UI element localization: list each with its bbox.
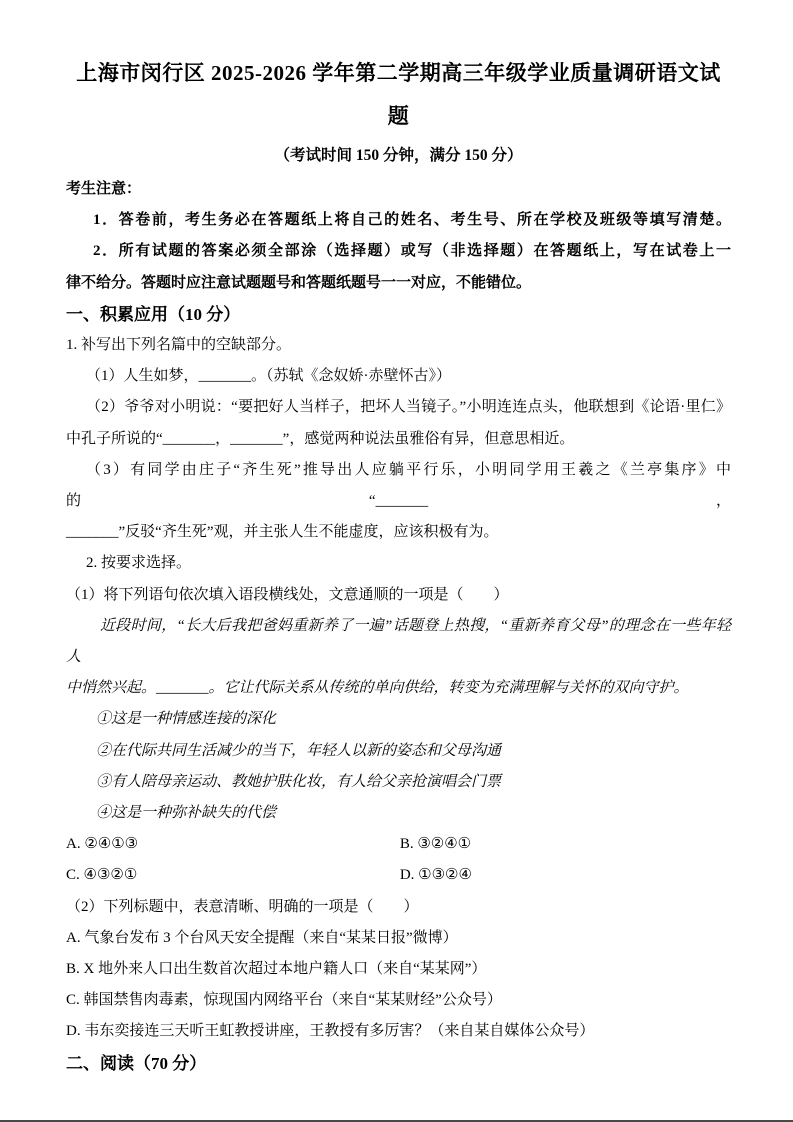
question-2-1-option-d: D. ①③②④ [399,867,472,884]
notice-item-2-line-2: 律不给分。答题时应注意试题题号和答题纸题号一一对应，不能错位。 [66,274,532,291]
question-1-item-1: （1）人生如梦，_______。（苏轼《念奴娇·赤壁怀古》） [86,368,451,385]
question-1-item-2-line-1: （2）爷爷对小明说：“要把好人当样子，把坏人当镜子。”小明连连点头，他联想到《论语·里仁》 [86,399,731,416]
question-1-item-2-line-2: 中孔子所说的“_______，_______”，感觉两种说法虽雅俗有异，但意思相近。 [66,430,575,447]
question-2-1-sentence-2: ②在代际共同生活减少的当下，年轻人以新的姿态和父母沟通 [96,742,502,759]
question-2-1-options-row-2 [66,860,731,891]
question-1-item-3-line-1: （3）有同学由庄子“齐生死”推导出人应躺平行乐，小明同学用王羲之《兰亭集序》中的“_______， [66,461,731,510]
question-2-2-option-b: B. X 地外来人口出生数首次超过本地户籍人口（来自“某某网”） [66,961,487,978]
question-1-stem: 1. 补写出下列名篇中的空缺部分。 [66,337,292,354]
question-2-stem: 2. 按要求选择。 [86,555,192,572]
question-2-1-passage-line-2: 中悄然兴起。_______。它让代际关系从传统的单向供给，转变为充满理解与关怀的双向守护。 [66,680,689,697]
question-2-1-option-a: A. ②④①③ [66,836,139,853]
question-2-1-stem: （1）将下列语句依次填入语段横线处，文意通顺的一项是（ ） [66,586,509,603]
section-2-heading: 二、阅读（70 分） [66,1053,207,1073]
question-2-1-option-c: C. ④③②① [66,867,138,884]
question-2-1-option-b: B. ③②④① [399,836,472,853]
section-1-heading: 一、积累应用（10 分） [66,304,241,324]
notice-heading: 考生注意： [66,181,142,197]
page-title-line-1: 上海市闵行区 2025-2026 学年第二学期高三年级学业质量调研语文试 [76,61,721,85]
question-2-2-option-c: C. 韩国禁售肉毒素，惊现国内网络平台（来自“某某财经”公众号） [66,992,502,1009]
question-2-2-stem: （2）下列标题中，表意清晰、明确的一项是（ ） [66,898,419,915]
notice-item-2-line-1: 2．所有试题的答案必须全部涂（选择题）或写（非选择题）在答题纸上，写在试卷上一 [93,243,731,260]
question-1-item-3-line-2: _______”反驳“齐生死”观，并主张人生不能虚度，应该积极有为。 [66,524,499,541]
question-2-1-sentence-4: ④这是一种弥补缺失的代偿 [96,805,277,822]
notice-item-1: 1．答卷前，考生务必在答题纸上将自己的姓名、考生号、所在学校及班级等填写清楚。 [93,212,731,229]
question-2-2-option-a: A. 气象台发布 3 个台风天安全提醒（来自“某某日报”微博） [66,929,458,946]
question-2-1-sentence-3: ③有人陪母亲运动、教她护肤化妆，有人给父亲抢演唱会门票 [96,773,502,790]
question-2-2-option-d: D. 韦东奕接连三天听王虹教授讲座，王教授有多厉害？（来自某自媒体公众号） [66,1023,595,1040]
question-2-1-passage-line-1: 近段时间，“长大后我把爸妈重新养了一遍”话题登上热搜，“重新养育父母”的理念在一些年轻人 [66,617,731,666]
question-2-1-sentence-1: ①这是一种情感连接的深化 [96,711,277,728]
page-title-line-2: 题 [387,104,410,128]
exam-time-score-info: （考试时间 150 分钟，满分 150 分） [274,147,523,164]
question-2-1-options-row-1 [66,829,731,860]
